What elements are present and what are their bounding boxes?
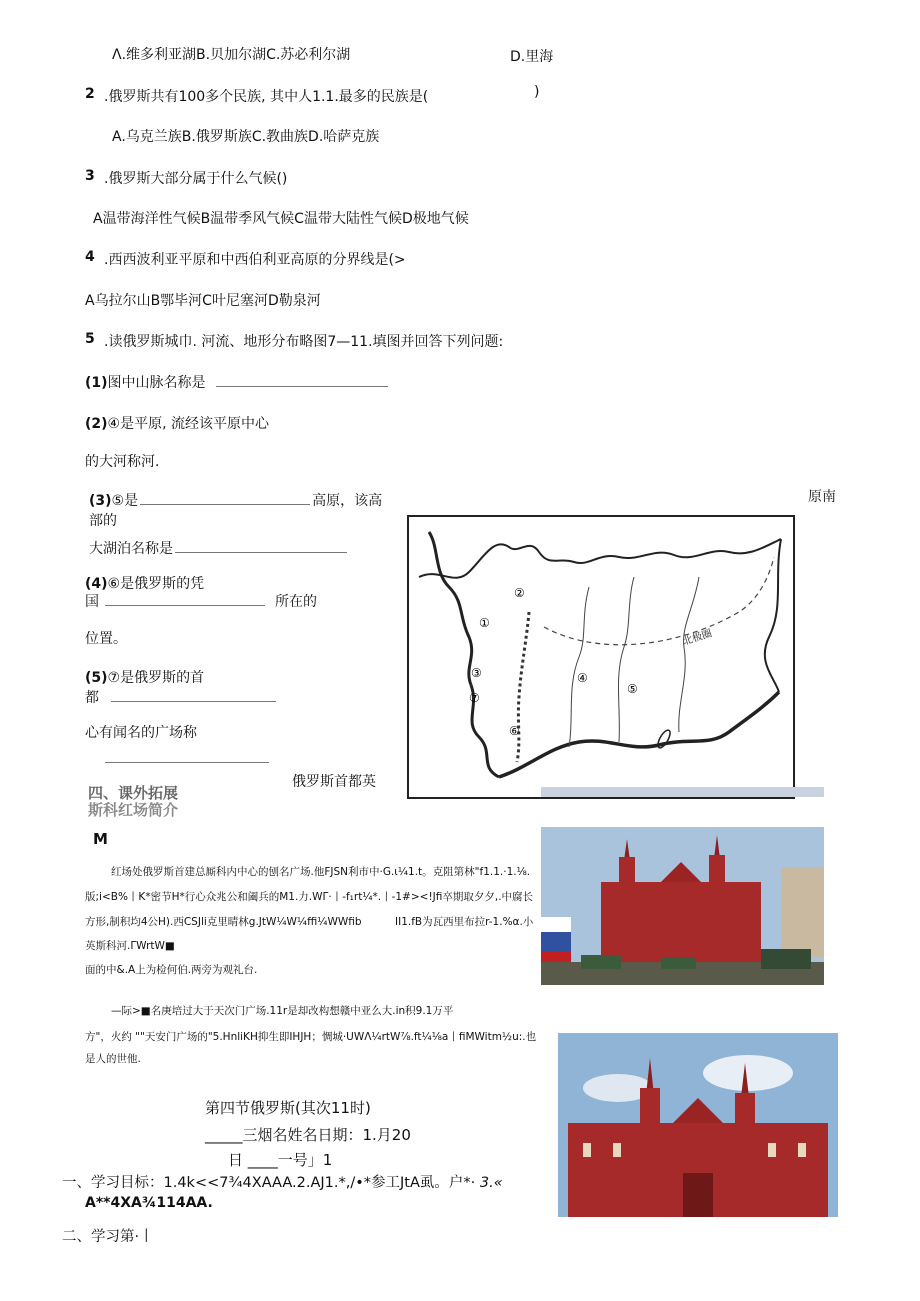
q5-sub4-text: ⑥是俄罗斯的凭 — [107, 576, 205, 592]
para1-line3b: II1.fB为瓦西里布拉r-1.%α.小 — [395, 916, 534, 928]
para1-line5: 面的中&.A上为检何伯.两旁为观礼台. — [85, 964, 258, 976]
q1-options: Λ.维多利亚湖B.贝加尔湖C.苏必利尔湖 — [112, 47, 351, 63]
map-marker-6: ⑥ — [509, 724, 520, 738]
para2-line1: —际>■名庚培过大于天次门广场.11r是却改构想赣中亚么大.in积9.1万平 — [111, 1005, 454, 1017]
para1-line1: 红场处俄罗斯首建总厮科内中心的刨名广场.他FJSN利市中·G.ι¼1.t。克阻第林"f1.1.·1.⅛. — [111, 866, 531, 878]
q2-close-paren: ) — [534, 84, 540, 100]
left-tower-base — [619, 857, 635, 885]
historical-museum-drawing — [558, 1033, 838, 1217]
section2-heading: 二、学习第·丨 — [62, 1229, 154, 1245]
learning-goals — [62, 1171, 503, 1192]
q5-sub1 — [85, 372, 388, 392]
q5-sub5-right-text: 俄罗斯首都英 — [292, 774, 376, 790]
q5-sub3-number: (3) — [89, 493, 112, 509]
q5-sub1-number: (1) — [85, 375, 108, 391]
right-tower-body — [735, 1093, 755, 1128]
map-marker-1: ① — [479, 616, 490, 630]
left-tower-body — [640, 1088, 660, 1128]
q5-sub1-answer-blank[interactable] — [216, 372, 388, 387]
right-tower-base — [709, 855, 725, 885]
red-square-parade-drawing — [541, 827, 824, 985]
q5-sub3-right-text: 原南 — [808, 489, 836, 505]
q5-sub3-cut-line — [89, 510, 117, 529]
q3-number: 3 — [85, 168, 95, 184]
q1-option-d: D.里海 — [510, 49, 554, 65]
q5-sub5-number: (5) — [85, 670, 108, 686]
q5-sub5 — [85, 667, 204, 687]
q5-number: 5 — [85, 331, 95, 347]
lena-river — [679, 577, 699, 732]
q5-sub3-continued-text: 大湖泊名称是 — [89, 541, 173, 557]
arctic-circle-label: 北极圈 — [681, 628, 714, 648]
q4-stem: .西西波利亚平原和中西伯利亚高原的分界线是(> — [104, 252, 406, 268]
west-border-line — [429, 532, 472, 685]
arctic-coastline — [419, 539, 781, 578]
russia-map — [407, 515, 795, 799]
para2-line3: 是人的世他. — [85, 1053, 141, 1065]
map-marker-2: ② — [514, 586, 525, 600]
q5-sub2-continued: 的大河称河. — [85, 454, 160, 470]
tank-1 — [581, 955, 621, 969]
q5-sub4-number: (4) — [85, 576, 108, 592]
q3-options: A温带海洋性气候B温带季风气候C温带大陆性气候D极地气候 — [93, 211, 469, 227]
q2-options: A.乌克兰族B.俄罗斯族C.教曲族D.哈萨克族 — [112, 129, 380, 145]
window-3 — [768, 1143, 776, 1157]
q3-stem: .俄罗斯大部分属于什么气候() — [104, 171, 288, 187]
q5-sub2 — [85, 413, 269, 433]
map-marker-5: ⑤ — [627, 682, 638, 696]
para1-line3: 方形,制积均4公H).西CSJli克里晴林g.JtW¼W¼ffi¼WWfib — [85, 916, 362, 928]
photo-top-strip — [541, 787, 824, 797]
section4-subheading: 斯科红场简介 — [88, 801, 179, 819]
historical-museum-photo — [558, 1033, 838, 1217]
lake-baikal — [656, 728, 673, 749]
window-4 — [798, 1143, 806, 1157]
q5-sub4 — [85, 573, 204, 593]
q5-sub3-cut-text: 部的 — [89, 513, 117, 529]
learning-goals-text: 一、学习目标：1.4k<<7¾4XAAA.2.AJ1.*,/•*参工JtA虱。户*· — [62, 1175, 476, 1191]
q5-sub3-continued — [89, 538, 347, 558]
section4-marker: M — [93, 830, 108, 848]
q5-sub5-answer-blank[interactable] — [111, 687, 276, 702]
q4-options: A乌拉尔山B鄂毕河C叶尼塞河D勒泉河 — [85, 293, 321, 309]
learning-goals-italic: 3.« — [479, 1175, 503, 1191]
q5-sub3-after: 高原，该高 — [312, 493, 383, 509]
q5-sub4-line2 — [85, 591, 317, 611]
ob-river — [569, 587, 589, 747]
map-marker-4: ④ — [577, 671, 588, 685]
yenisei-river — [618, 577, 634, 742]
tank-2 — [661, 957, 696, 969]
section4-heading: 四、课外拓展 — [88, 784, 179, 802]
lesson-name-date-line: _____三烟名姓名日期：1.月20 — [205, 1126, 411, 1144]
flag-left-white — [541, 917, 571, 932]
window-1 — [583, 1143, 591, 1157]
map-marker-7: ⑦ — [469, 691, 480, 705]
southern-border-line — [499, 692, 779, 777]
learning-goals-line2: A**4XA¾114AA. — [85, 1195, 213, 1211]
map-marker-3: ③ — [471, 666, 482, 680]
ural-mountains — [517, 612, 529, 762]
para1-line2: 版;i<B%丨K*密节H*行心众兆公和阖兵的M1.力.WΓ·丨-f₁rt¼*.丨-1#><!Jfi卒期取夕夕,.中腐长 — [85, 891, 534, 903]
q2-stem: .俄罗斯共有100多个民族, 其中人1.1.最多的民族是( — [104, 89, 429, 105]
q5-sub5-line2-text: 都 — [85, 690, 99, 706]
red-square-parade-photo — [541, 827, 824, 985]
side-building — [781, 867, 824, 957]
q5-sub4-continued: 位置。 — [85, 631, 127, 647]
q5-sub3-lake-blank[interactable] — [175, 538, 347, 553]
q2-number: 2 — [85, 86, 95, 102]
main-entrance — [683, 1173, 713, 1217]
lesson-title: 第四节俄罗斯(其次11时) — [205, 1099, 371, 1117]
para1-line4: 英斯科河.ΓWrtW■ — [85, 940, 175, 952]
cloud-1 — [703, 1055, 793, 1091]
russia-map-drawing — [409, 517, 793, 797]
museum-facade — [601, 882, 761, 967]
q5-sub5-continued: 心有闻名的广场称 — [85, 725, 197, 741]
q4-number: 4 — [85, 249, 95, 265]
para2-line2: 方"，火约 ""天安门广场的"5.HnliKH抑生即IHJH；惆城·UWΛ¼rtW⅞.ft¼⅛a丨fiMWitm½u:.也 — [85, 1031, 537, 1043]
q5-sub4-line2-pre: 国 — [85, 594, 99, 610]
q5-sub5-line2 — [85, 687, 276, 707]
q5-sub5-text: ⑦是俄罗斯的首 — [107, 670, 205, 686]
q5-sub1-text: 图中山脉名称是 — [107, 375, 206, 391]
arctic-circle-line — [544, 557, 774, 645]
tank-3 — [761, 949, 811, 969]
q5-sub2-number: (2) — [85, 416, 108, 432]
window-2 — [613, 1143, 621, 1157]
q5-sub3-answer-blank[interactable] — [140, 490, 310, 505]
q5-sub4-answer-blank[interactable] — [105, 591, 265, 606]
q5-sub3 — [89, 490, 382, 510]
q5-stem: .读俄罗斯城巾. 河流、地形分布略图7—11.填图并回答下列问题: — [104, 334, 504, 350]
q5-sub4-line2-post: 所在的 — [275, 594, 317, 610]
q5-sub2-text: ④是平原, 流经该平原中心 — [107, 416, 269, 432]
lesson-number-line: 日 ____一号」1 — [228, 1151, 333, 1169]
q5-sub3-text: ⑤是 — [111, 493, 139, 509]
q5-sub5-square-blank[interactable] — [105, 748, 269, 767]
